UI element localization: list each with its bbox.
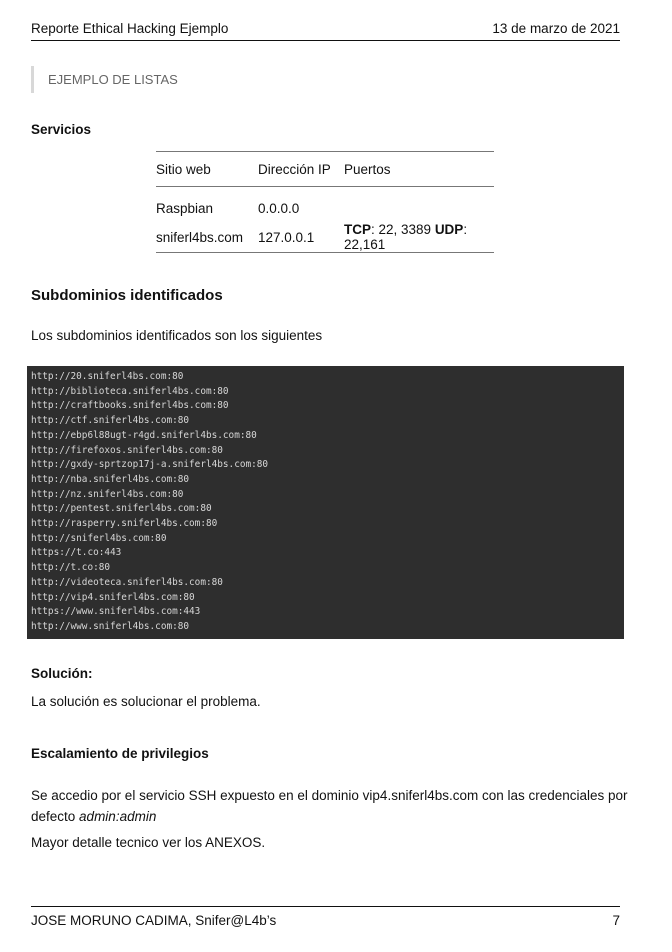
page-footer — [31, 906, 620, 931]
escalation-paragraph — [31, 785, 631, 827]
column-header-ip: Dirección IP — [258, 152, 344, 187]
list-item: https://www.sniferl4bs.com:443 — [31, 606, 201, 618]
list-item: http://craftbooks.sniferl4bs.com:80 — [31, 400, 229, 412]
code-block — [27, 366, 624, 639]
cell-ip: 127.0.0.1 — [258, 229, 315, 245]
page-header — [31, 20, 620, 41]
subdomains-intro: Los subdominios identificados son los siguientes — [31, 328, 323, 343]
list-item: http://biblioteca.sniferl4bs.com:80 — [31, 385, 229, 397]
list-item: http://pentest.sniferl4bs.com:80 — [31, 503, 212, 515]
table-row — [156, 187, 494, 223]
list-item: http://videoteca.sniferl4bs.com:80 — [31, 576, 223, 588]
udp-ports: : 22,161 — [344, 222, 468, 252]
cell-ports — [344, 187, 494, 223]
section-heading-servicios: Servicios — [31, 122, 92, 137]
list-item: http://t.co:80 — [31, 562, 111, 574]
document-date: 13 de marzo de 2021 — [492, 21, 620, 36]
list-item: http://ctf.sniferl4bs.com:80 — [31, 415, 190, 427]
tcp-label: TCP — [344, 222, 371, 237]
cell-ports — [344, 222, 494, 252]
list-item: http://nz.sniferl4bs.com:80 — [31, 488, 184, 500]
section-heading-solucion: Solución: — [31, 666, 93, 681]
table-header-row — [156, 152, 494, 187]
annex-reference: Mayor detalle tecnico ver los ANEXOS. — [31, 835, 266, 850]
escalation-line-2-prefix: defecto — [31, 809, 80, 824]
page-number: 7 — [612, 913, 620, 928]
cell-site: sniferl4bs.com — [156, 229, 244, 245]
list-item: http://www.sniferl4bs.com:80 — [31, 620, 190, 632]
list-item: http://vip4.sniferl4bs.com:80 — [31, 591, 195, 603]
udp-label: UDP — [434, 222, 464, 237]
document-title: Reporte Ethical Hacking Ejemplo — [31, 21, 229, 36]
cell-ip: 0.0.0.0 — [258, 201, 300, 216]
section-heading-escalamiento: Escalamiento de privilegios — [31, 746, 209, 761]
list-item: http://20.sniferl4bs.com:80 — [31, 371, 184, 382]
column-header-ports: Puertos — [344, 152, 494, 187]
subdomain-list — [27, 366, 624, 635]
default-credentials: admin:admin — [79, 809, 157, 824]
footer-author: JOSE MORUNO CADIMA, Snifer@L4b’s — [31, 913, 277, 928]
escalation-line-1: Se accedio por el servicio SSH expuesto en el dominio vip4.sniferl4bs.com con las credenciales por — [31, 788, 628, 803]
tcp-ports: : 22, 3389 — [371, 222, 435, 237]
list-item: http://firefoxos.sniferl4bs.com:80 — [31, 444, 223, 456]
cell-site: Raspbian — [156, 201, 214, 216]
table-row — [156, 222, 494, 252]
list-item: http://gxdy-sprtzop17j-a.sniferl4bs.com:80 — [31, 459, 269, 471]
list-item: http://ebp6l88ugt-r4gd.sniferl4bs.com:80 — [31, 429, 257, 441]
blockquote-text: EJEMPLO DE LISTAS — [48, 72, 178, 87]
list-item: http://nba.sniferl4bs.com:80 — [31, 473, 190, 485]
list-item: http://rasperry.sniferl4bs.com:80 — [31, 518, 218, 530]
list-item: https://t.co:443 — [31, 547, 122, 559]
column-header-site: Sitio web — [156, 152, 258, 187]
services-table — [156, 151, 494, 253]
list-item: http://sniferl4bs.com:80 — [31, 532, 167, 544]
blockquote — [31, 66, 178, 93]
section-heading-subdominios: Subdominios identificados — [31, 287, 223, 304]
solution-text: La solución es solucionar el problema. — [31, 694, 261, 709]
